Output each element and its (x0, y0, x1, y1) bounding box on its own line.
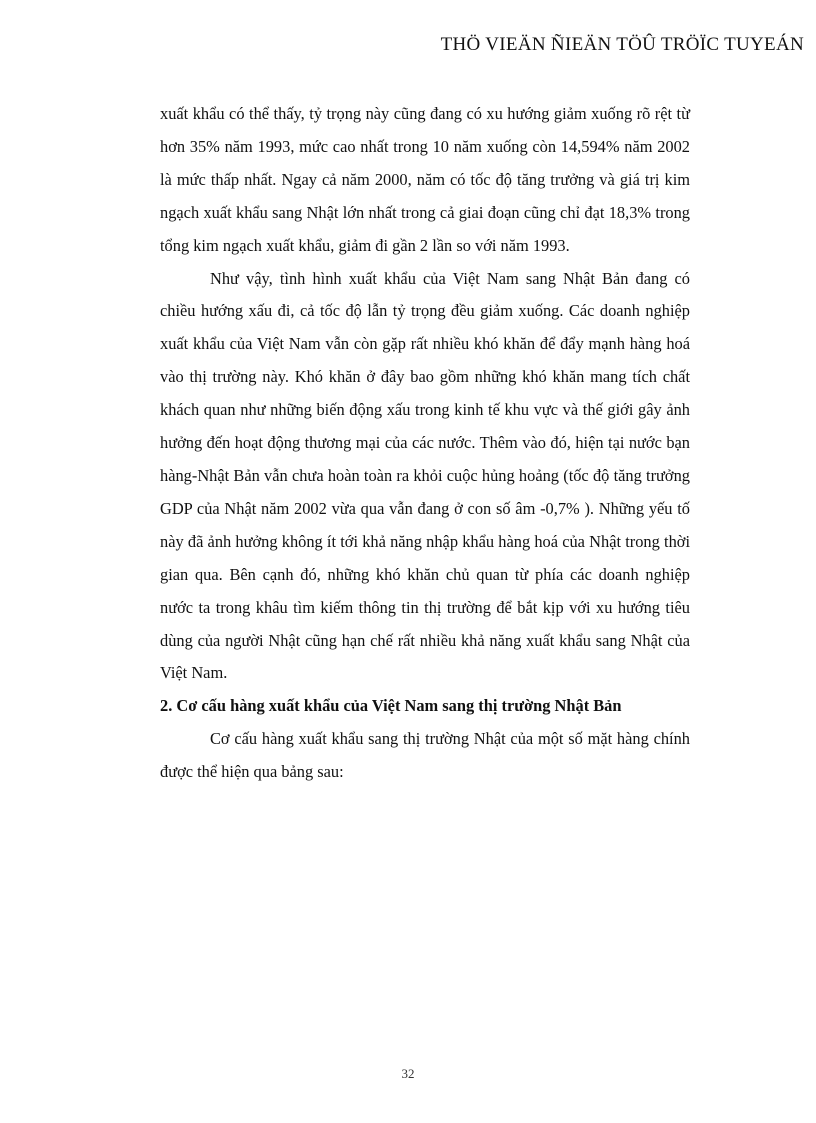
paragraph-export-situation: Như vậy, tình hình xuất khẩu của Việt Nam sang Nhật Bản đang có chiều hướng xấu đi, cả tốc độ lẫn tỷ trọng đều giảm xuống. Các doanh nghiệp xuất khẩu của Việt Nam vẫn còn gặp rất nhiều khó khăn để đẩy mạnh hàng hoá vào thị trường này. Khó khăn ở đây bao gồm những khó khăn mang tích chất khách quan như những biến động xấu trong kinh tế khu vực và thế giới gây ảnh hưởng đến hoạt động thương mại của các nước. Thêm vào đó, hiện tại nước bạn hàng-Nhật Bản vẫn chưa hoàn toàn ra khỏi cuộc hủng hoảng (tốc độ tăng trưởng GDP của Nhật năm 2002 vừa qua vẫn đang ở con số âm -0,7% ). Những yếu tố này đã ảnh hưởng không ít tới khả năng nhập khẩu hàng hoá của Nhật trong thời gian qua. Bên cạnh đó, những khó khăn chủ quan từ phía các doanh nghiệp nước ta trong khâu tìm kiếm thông tin thị trường để bắt kịp với xu hướng tiêu dùng của người Nhật cũng hạn chế rất nhiều khả năng xuất khẩu sang Nhật của Việt Nam. (160, 268, 690, 683)
section-heading: 2. Cơ cấu hàng xuất khẩu của Việt Nam sang thị trường Nhật Bản (160, 696, 622, 716)
paragraph-export-share: xuất khẩu có thể thấy, tỷ trọng này cũng đang có xu hướng giảm xuống rõ rệt từ hơn 35% năm 1993, mức cao nhất trong 10 năm xuống còn 14,594% năm 2002 là mức thấp nhất. Ngay cả năm 2000, năm có tốc độ tăng trưởng và giá trị kim ngạch xuất khẩu sang Nhật lớn nhất trong cả giai đoạn cũng chỉ đạt 18,3% trong tổng kim ngạch xuất khẩu, giảm đi gần 2 lần so với năm 1993. (160, 104, 690, 255)
page-number: 32 (401, 1066, 415, 1081)
body-text (160, 98, 690, 789)
paragraph-export-structure: Cơ cấu hàng xuất khẩu sang thị trường Nhật của một số mặt hàng chính được thể hiện qua bảng sau: (160, 729, 690, 782)
library-header: THÖ VIEÄN ÑIEÄN TÖÛ TRÖÏC TUYEÁN (440, 34, 804, 55)
